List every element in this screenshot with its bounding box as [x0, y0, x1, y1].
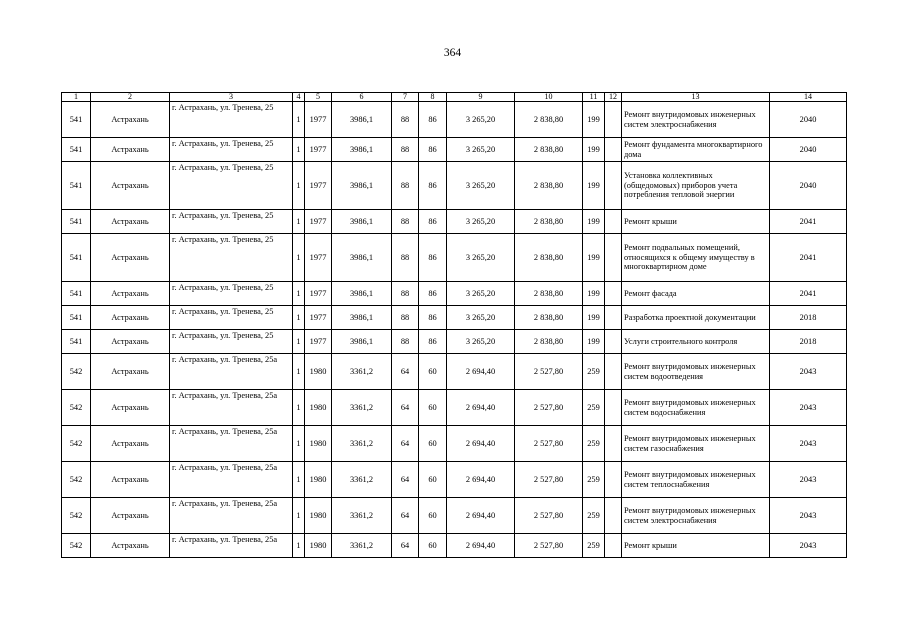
area-cell: 3986,1 — [332, 210, 392, 234]
number-cell: 542 — [62, 354, 91, 390]
col9-cell: 2 694,40 — [447, 426, 515, 462]
column-header: 9 — [447, 93, 515, 102]
col4-cell: 1 — [293, 426, 305, 462]
area-cell: 3361,2 — [332, 426, 392, 462]
table-row — [62, 462, 847, 498]
plan-year-cell: 2040 — [770, 162, 847, 210]
col4-cell: 1 — [293, 354, 305, 390]
col9-cell: 3 265,20 — [447, 330, 515, 354]
city-cell: Астрахань — [91, 138, 170, 162]
year-cell: 1980 — [305, 462, 332, 498]
address-cell: г. Астрахань, ул. Тренева, 25 — [170, 306, 293, 330]
table-row — [62, 426, 847, 462]
col11-cell: 199 — [583, 234, 605, 282]
address-cell: г. Астрахань, ул. Тренева, 25 — [170, 210, 293, 234]
work-type-cell: Ремонт подвальных помещений, относящихся к общему имуществу в многоквартирном доме — [622, 234, 770, 282]
table-row — [62, 210, 847, 234]
col7-cell: 64 — [392, 426, 419, 462]
city-cell: Астрахань — [91, 426, 170, 462]
col10-cell: 2 527,80 — [515, 534, 583, 558]
col8-cell: 86 — [419, 210, 447, 234]
table-row — [62, 306, 847, 330]
col7-cell: 88 — [392, 306, 419, 330]
col8-cell: 86 — [419, 102, 447, 138]
work-type-cell: Ремонт крыши — [622, 534, 770, 558]
table-row — [62, 102, 847, 138]
year-cell: 1980 — [305, 498, 332, 534]
year-cell: 1980 — [305, 354, 332, 390]
table-row — [62, 234, 847, 282]
address-cell: г. Астрахань, ул. Тренева, 25а — [170, 498, 293, 534]
col7-cell: 88 — [392, 210, 419, 234]
col12-cell — [605, 282, 622, 306]
col7-cell: 88 — [392, 138, 419, 162]
column-header: 7 — [392, 93, 419, 102]
number-cell: 542 — [62, 390, 91, 426]
col10-cell: 2 527,80 — [515, 426, 583, 462]
column-header: 14 — [770, 93, 847, 102]
col11-cell: 199 — [583, 306, 605, 330]
col11-cell: 259 — [583, 354, 605, 390]
page-number: 364 — [443, 47, 462, 59]
col8-cell: 86 — [419, 306, 447, 330]
col11-cell: 199 — [583, 102, 605, 138]
address-cell: г. Астрахань, ул. Тренева, 25а — [170, 462, 293, 498]
address-cell: г. Астрахань, ул. Тренева, 25а — [170, 534, 293, 558]
col10-cell: 2 838,80 — [515, 210, 583, 234]
col9-cell: 2 694,40 — [447, 498, 515, 534]
table-row — [62, 282, 847, 306]
col8-cell: 60 — [419, 426, 447, 462]
work-type-cell: Ремонт внутридомовых инженерных систем газоснабжения — [622, 426, 770, 462]
col7-cell: 64 — [392, 462, 419, 498]
col9-cell: 3 265,20 — [447, 210, 515, 234]
column-header: 13 — [622, 93, 770, 102]
col7-cell: 88 — [392, 102, 419, 138]
plan-year-cell: 2043 — [770, 534, 847, 558]
number-cell: 541 — [62, 210, 91, 234]
col9-cell: 3 265,20 — [447, 138, 515, 162]
number-cell: 541 — [62, 306, 91, 330]
area-cell: 3361,2 — [332, 354, 392, 390]
col10-cell: 2 838,80 — [515, 306, 583, 330]
col12-cell — [605, 534, 622, 558]
table-row — [62, 498, 847, 534]
address-cell: г. Астрахань, ул. Тренева, 25 — [170, 330, 293, 354]
plan-year-cell: 2040 — [770, 138, 847, 162]
year-cell: 1980 — [305, 534, 332, 558]
col12-cell — [605, 234, 622, 282]
year-cell: 1980 — [305, 426, 332, 462]
col11-cell: 199 — [583, 282, 605, 306]
table-row — [62, 138, 847, 162]
repair-schedule-table — [61, 92, 847, 558]
year-cell: 1977 — [305, 282, 332, 306]
col4-cell: 1 — [293, 138, 305, 162]
area-cell: 3986,1 — [332, 234, 392, 282]
col11-cell: 259 — [583, 390, 605, 426]
col8-cell: 60 — [419, 534, 447, 558]
col9-cell: 3 265,20 — [447, 102, 515, 138]
col9-cell: 2 694,40 — [447, 534, 515, 558]
column-header: 5 — [305, 93, 332, 102]
col10-cell: 2 838,80 — [515, 330, 583, 354]
col11-cell: 259 — [583, 498, 605, 534]
area-cell: 3986,1 — [332, 306, 392, 330]
col11-cell: 259 — [583, 426, 605, 462]
col12-cell — [605, 306, 622, 330]
col7-cell: 64 — [392, 390, 419, 426]
year-cell: 1980 — [305, 390, 332, 426]
col8-cell: 60 — [419, 462, 447, 498]
city-cell: Астрахань — [91, 282, 170, 306]
column-header: 1 — [62, 93, 91, 102]
col7-cell: 64 — [392, 498, 419, 534]
col10-cell: 2 527,80 — [515, 390, 583, 426]
city-cell: Астрахань — [91, 534, 170, 558]
col12-cell — [605, 102, 622, 138]
city-cell: Астрахань — [91, 306, 170, 330]
area-cell: 3986,1 — [332, 102, 392, 138]
area-cell: 3986,1 — [332, 138, 392, 162]
number-cell: 541 — [62, 330, 91, 354]
col12-cell — [605, 498, 622, 534]
col8-cell: 60 — [419, 390, 447, 426]
number-cell: 542 — [62, 534, 91, 558]
work-type-cell: Ремонт крыши — [622, 210, 770, 234]
number-cell: 541 — [62, 234, 91, 282]
column-header: 11 — [583, 93, 605, 102]
col11-cell: 199 — [583, 162, 605, 210]
col4-cell: 1 — [293, 498, 305, 534]
col10-cell: 2 838,80 — [515, 102, 583, 138]
area-cell: 3986,1 — [332, 162, 392, 210]
col10-cell: 2 527,80 — [515, 498, 583, 534]
plan-year-cell: 2041 — [770, 210, 847, 234]
work-type-cell: Ремонт внутридомовых инженерных систем водоотведения — [622, 354, 770, 390]
col4-cell: 1 — [293, 162, 305, 210]
plan-year-cell: 2043 — [770, 462, 847, 498]
col8-cell: 60 — [419, 498, 447, 534]
year-cell: 1977 — [305, 162, 332, 210]
col4-cell: 1 — [293, 390, 305, 426]
city-cell: Астрахань — [91, 390, 170, 426]
col4-cell: 1 — [293, 462, 305, 498]
col8-cell: 86 — [419, 234, 447, 282]
column-header: 4 — [293, 93, 305, 102]
number-cell: 542 — [62, 462, 91, 498]
city-cell: Астрахань — [91, 234, 170, 282]
number-cell: 542 — [62, 426, 91, 462]
col8-cell: 60 — [419, 354, 447, 390]
area-cell: 3361,2 — [332, 534, 392, 558]
col4-cell: 1 — [293, 210, 305, 234]
address-cell: г. Астрахань, ул. Тренева, 25а — [170, 390, 293, 426]
number-cell: 541 — [62, 162, 91, 210]
column-header: 10 — [515, 93, 583, 102]
address-cell: г. Астрахань, ул. Тренева, 25а — [170, 354, 293, 390]
col12-cell — [605, 162, 622, 210]
work-type-cell: Установка коллективных (общедомовых) приборов учета потребления тепловой энергии — [622, 162, 770, 210]
col11-cell: 199 — [583, 210, 605, 234]
col12-cell — [605, 426, 622, 462]
col10-cell: 2 838,80 — [515, 138, 583, 162]
table-row — [62, 330, 847, 354]
col8-cell: 86 — [419, 162, 447, 210]
col9-cell: 2 694,40 — [447, 390, 515, 426]
table-row — [62, 162, 847, 210]
col12-cell — [605, 138, 622, 162]
year-cell: 1977 — [305, 306, 332, 330]
col7-cell: 88 — [392, 282, 419, 306]
col11-cell: 259 — [583, 534, 605, 558]
col4-cell: 1 — [293, 102, 305, 138]
plan-year-cell: 2043 — [770, 390, 847, 426]
year-cell: 1977 — [305, 138, 332, 162]
col9-cell: 3 265,20 — [447, 282, 515, 306]
column-header: 8 — [419, 93, 447, 102]
col7-cell: 64 — [392, 354, 419, 390]
col12-cell — [605, 462, 622, 498]
col10-cell: 2 838,80 — [515, 234, 583, 282]
table-row — [62, 390, 847, 426]
col7-cell: 88 — [392, 330, 419, 354]
plan-year-cell: 2043 — [770, 354, 847, 390]
work-type-cell: Ремонт внутридомовых инженерных систем теплоснабжения — [622, 462, 770, 498]
plan-year-cell: 2018 — [770, 306, 847, 330]
city-cell: Астрахань — [91, 462, 170, 498]
column-number-row — [62, 93, 847, 102]
col12-cell — [605, 354, 622, 390]
area-cell: 3986,1 — [332, 282, 392, 306]
col10-cell: 2 838,80 — [515, 162, 583, 210]
area-cell: 3986,1 — [332, 330, 392, 354]
work-type-cell: Разработка проектной документации — [622, 306, 770, 330]
address-cell: г. Астрахань, ул. Тренева, 25 — [170, 102, 293, 138]
city-cell: Астрахань — [91, 330, 170, 354]
col9-cell: 2 694,40 — [447, 462, 515, 498]
col4-cell: 1 — [293, 234, 305, 282]
col11-cell: 259 — [583, 462, 605, 498]
col9-cell: 3 265,20 — [447, 234, 515, 282]
table-row — [62, 354, 847, 390]
area-cell: 3361,2 — [332, 462, 392, 498]
address-cell: г. Астрахань, ул. Тренева, 25 — [170, 162, 293, 210]
col8-cell: 86 — [419, 330, 447, 354]
col12-cell — [605, 210, 622, 234]
col12-cell — [605, 330, 622, 354]
address-cell: г. Астрахань, ул. Тренева, 25а — [170, 426, 293, 462]
table-body — [62, 93, 847, 558]
city-cell: Астрахань — [91, 102, 170, 138]
plan-year-cell: 2040 — [770, 102, 847, 138]
column-header: 2 — [91, 93, 170, 102]
col4-cell: 1 — [293, 282, 305, 306]
work-type-cell: Ремонт внутридомовых инженерных систем электроснабжения — [622, 498, 770, 534]
plan-year-cell: 2041 — [770, 282, 847, 306]
year-cell: 1977 — [305, 210, 332, 234]
year-cell: 1977 — [305, 102, 332, 138]
col12-cell — [605, 390, 622, 426]
col11-cell: 199 — [583, 138, 605, 162]
col10-cell: 2 838,80 — [515, 282, 583, 306]
city-cell: Астрахань — [91, 210, 170, 234]
address-cell: г. Астрахань, ул. Тренева, 25 — [170, 138, 293, 162]
col8-cell: 86 — [419, 138, 447, 162]
col9-cell: 3 265,20 — [447, 306, 515, 330]
address-cell: г. Астрахань, ул. Тренева, 25 — [170, 234, 293, 282]
col8-cell: 86 — [419, 282, 447, 306]
column-header: 3 — [170, 93, 293, 102]
year-cell: 1977 — [305, 234, 332, 282]
city-cell: Астрахань — [91, 498, 170, 534]
work-type-cell: Ремонт внутридомовых инженерных систем электроснабжения — [622, 102, 770, 138]
plan-year-cell: 2018 — [770, 330, 847, 354]
col9-cell: 3 265,20 — [447, 162, 515, 210]
number-cell: 541 — [62, 138, 91, 162]
col7-cell: 88 — [392, 162, 419, 210]
col11-cell: 199 — [583, 330, 605, 354]
plan-year-cell: 2043 — [770, 498, 847, 534]
col10-cell: 2 527,80 — [515, 354, 583, 390]
col10-cell: 2 527,80 — [515, 462, 583, 498]
plan-year-cell: 2043 — [770, 426, 847, 462]
city-cell: Астрахань — [91, 354, 170, 390]
area-cell: 3361,2 — [332, 498, 392, 534]
col4-cell: 1 — [293, 534, 305, 558]
plan-year-cell: 2041 — [770, 234, 847, 282]
col4-cell: 1 — [293, 330, 305, 354]
col9-cell: 2 694,40 — [447, 354, 515, 390]
work-type-cell: Услуги строительного контроля — [622, 330, 770, 354]
address-cell: г. Астрахань, ул. Тренева, 25 — [170, 282, 293, 306]
city-cell: Астрахань — [91, 162, 170, 210]
col7-cell: 88 — [392, 234, 419, 282]
number-cell: 541 — [62, 282, 91, 306]
year-cell: 1977 — [305, 330, 332, 354]
area-cell: 3361,2 — [332, 390, 392, 426]
work-type-cell: Ремонт внутридомовых инженерных систем водоснабжения — [622, 390, 770, 426]
column-header: 6 — [332, 93, 392, 102]
work-type-cell: Ремонт фундамента многоквартирного дома — [622, 138, 770, 162]
number-cell: 541 — [62, 102, 91, 138]
column-header: 12 — [605, 93, 622, 102]
col4-cell: 1 — [293, 306, 305, 330]
number-cell: 542 — [62, 498, 91, 534]
col7-cell: 64 — [392, 534, 419, 558]
work-type-cell: Ремонт фасада — [622, 282, 770, 306]
table-row — [62, 534, 847, 558]
